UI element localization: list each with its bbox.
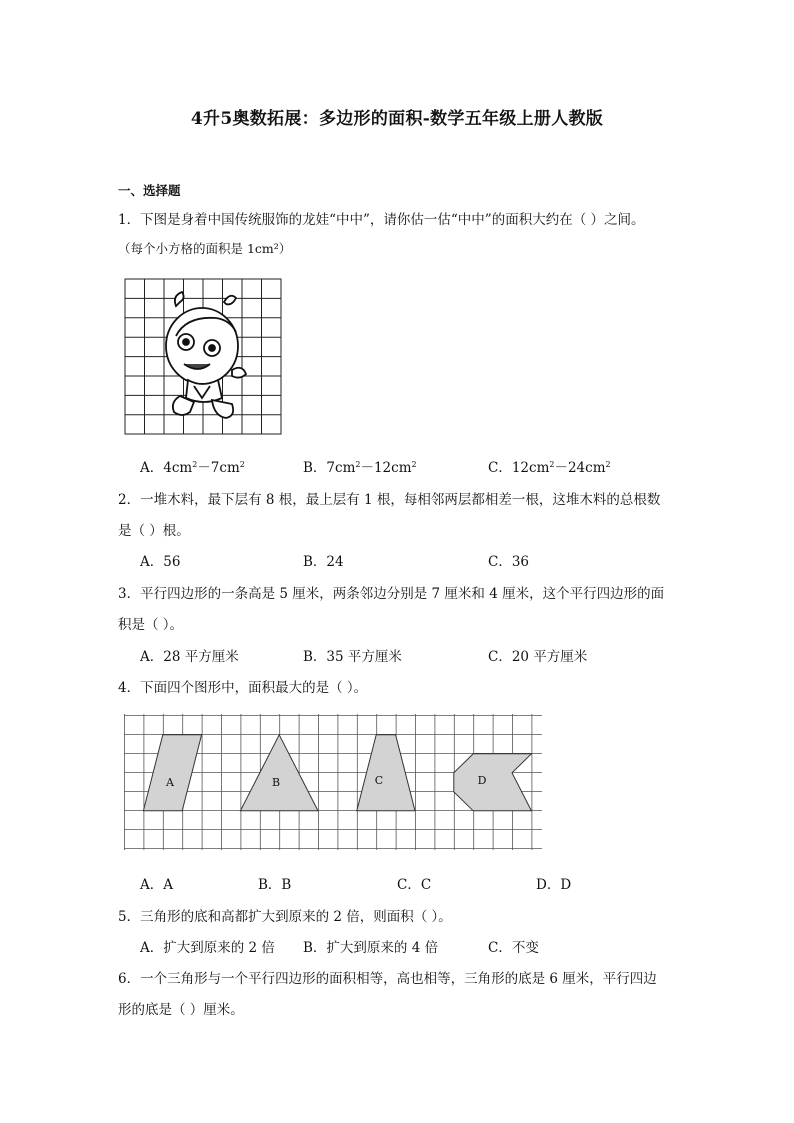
q3-option-c[interactable]: C．20 平方厘米: [488, 649, 588, 665]
q2-option-a[interactable]: A．56: [140, 554, 181, 570]
question-3-text: 3．平行四边形的一条高是 5 厘米，两条邻边分别是 7 厘米和 4 厘米，这个平行四边形的面: [118, 586, 665, 602]
question-6-text-cont: 形的底是（ ）厘米。: [118, 1002, 244, 1018]
section-heading: 一、选择题: [118, 183, 181, 198]
q5-option-b[interactable]: B．扩大到原来的 4 倍: [303, 940, 439, 956]
q5-option-a[interactable]: A．扩大到原来的 2 倍: [140, 940, 275, 956]
shape-label-c: C: [374, 774, 384, 787]
q1-option-b[interactable]: [303, 456, 417, 476]
dragon-mascot-drawing: [166, 292, 246, 418]
question-6-text: 6．一个三角形与一个平行四边形的面积相等，高也相等，三角形的底是 6 厘米，平行四边: [118, 971, 657, 987]
q3-option-a[interactable]: A．28 平方厘米: [140, 649, 239, 665]
question-2-text-cont: 是（ ）根。: [118, 523, 190, 539]
superscript: 2: [605, 460, 611, 469]
question-5-text: 5．三角形的底和高都扩大到原来的 2 倍，则面积（ ）。: [118, 909, 452, 925]
superscript: 2: [355, 460, 361, 469]
q2-option-b[interactable]: B．24: [303, 554, 344, 570]
q4-option-d[interactable]: D．D: [536, 877, 572, 893]
superscript: 2: [411, 460, 417, 469]
question-1-text: 1．下图是身着中国传统服饰的龙娃“中中”，请你估一估“中中”的面积大约在（ ）之间。: [118, 212, 645, 228]
question-2-text: 2．一堆木料，最下层有 8 根，最上层有 1 根，每相邻两层都相差一根，这堆木料的总根数: [118, 492, 661, 508]
q1-option-c-part1: C．12cm: [488, 460, 550, 476]
shape-label-a: A: [166, 776, 174, 789]
q2-option-c[interactable]: C．36: [488, 554, 530, 570]
q1-option-c[interactable]: [488, 456, 611, 476]
q4-option-a[interactable]: A．A: [140, 877, 173, 893]
dragon-figure-grid: [124, 278, 284, 436]
q1-option-a-part2: －7cm: [197, 460, 240, 476]
q5-option-c[interactable]: C．不变: [488, 940, 539, 956]
q1-option-b-part2: －12cm: [360, 460, 412, 476]
q4-option-c[interactable]: C．C: [397, 877, 432, 893]
question-1-note: （每个小方格的面积是 1cm²）: [118, 241, 292, 256]
shapes-grid-figure: [124, 714, 542, 850]
superscript: 2: [549, 460, 555, 469]
shape-d-arrow: [454, 754, 532, 811]
superscript: 2: [239, 460, 245, 469]
question-3-text-cont: 积是（ ）。: [118, 617, 184, 633]
page-title: 4升5奥数拓展：多边形的面积-数学五年级上册人教版: [190, 109, 604, 129]
q3-option-b[interactable]: B．35 平方厘米: [303, 649, 402, 665]
q1-option-b-part1: B．7cm: [303, 460, 356, 476]
q4-option-b[interactable]: B．B: [258, 877, 292, 893]
superscript: 2: [192, 460, 198, 469]
shape-label-d: D: [477, 774, 487, 787]
q1-option-a[interactable]: [140, 456, 245, 476]
q1-option-c-part2: －24cm: [554, 460, 606, 476]
shape-label-b: B: [271, 776, 281, 789]
question-4-text: 4．下面四个图形中，面积最大的是（ ）。: [118, 680, 368, 696]
q1-option-a-part1: A．4cm: [140, 460, 193, 476]
